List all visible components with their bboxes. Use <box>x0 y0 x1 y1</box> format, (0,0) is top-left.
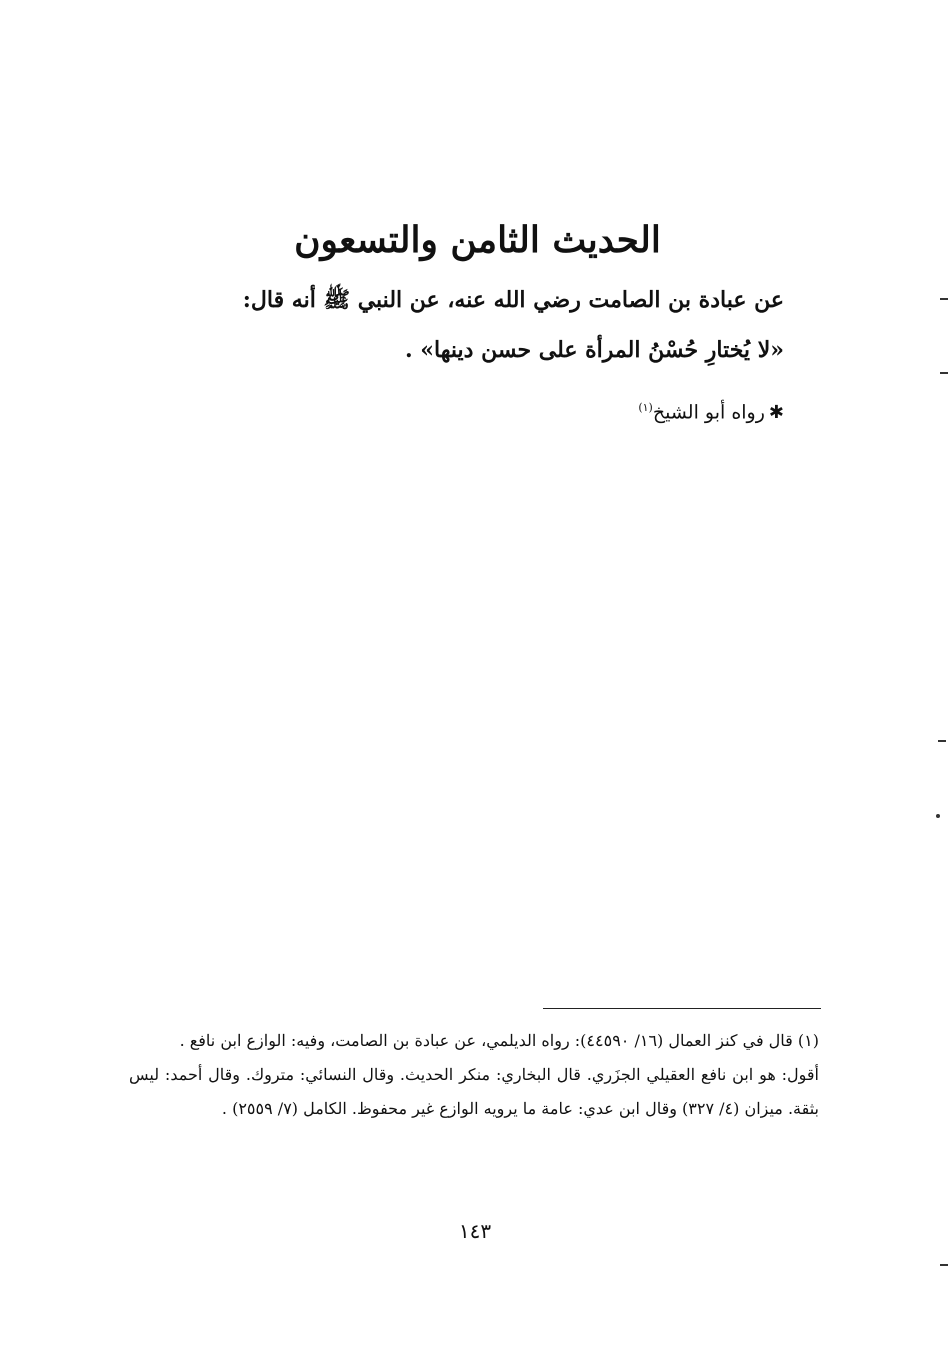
hadith-text: «لا يُختارِ حُسْنُ المرأة على حسن دينها» . <box>404 337 784 363</box>
footnote-item: أقول: هو ابن نافع العقيلي الجزَري. قال البخاري: منكر الحديث. وقال النسائي: متروك. وقال أحمد: ليس بثقة. ميزان (٤/ ٣٢٧) وقال ابن عدي: عامة ما يرويه الوازع غير محفوظ. الكامل (٧/ ٢٥٥٩) . <box>129 1065 819 1118</box>
asterisk-icon: ✱ <box>768 402 784 424</box>
scan-mark <box>940 372 948 374</box>
scan-mark <box>936 814 940 818</box>
hadith-heading: الحديث الثامن والتسعون <box>294 219 661 261</box>
footnote-item: (١) قال في كنز العمال (١٦/ ٤٤٥٩٠): رواه الديلمي، عن عبادة بن الصامت، وفيه: الوازع ابن نافع . <box>179 1031 819 1050</box>
source-text: رواه أبو الشيخ <box>652 401 765 424</box>
page-number: ١٤٣ <box>458 1219 492 1243</box>
scan-mark <box>940 1264 948 1266</box>
narration-line: عن عبادة بن الصامت رضي الله عنه، عن النبي ﷺ أنه قال: <box>242 287 784 313</box>
scan-mark <box>940 298 948 300</box>
scan-mark <box>938 740 946 742</box>
footnote-reference: (١) <box>638 401 653 414</box>
source-attribution <box>384 390 784 431</box>
footnotes-block <box>129 1024 819 1126</box>
footnote-divider <box>543 1008 821 1009</box>
